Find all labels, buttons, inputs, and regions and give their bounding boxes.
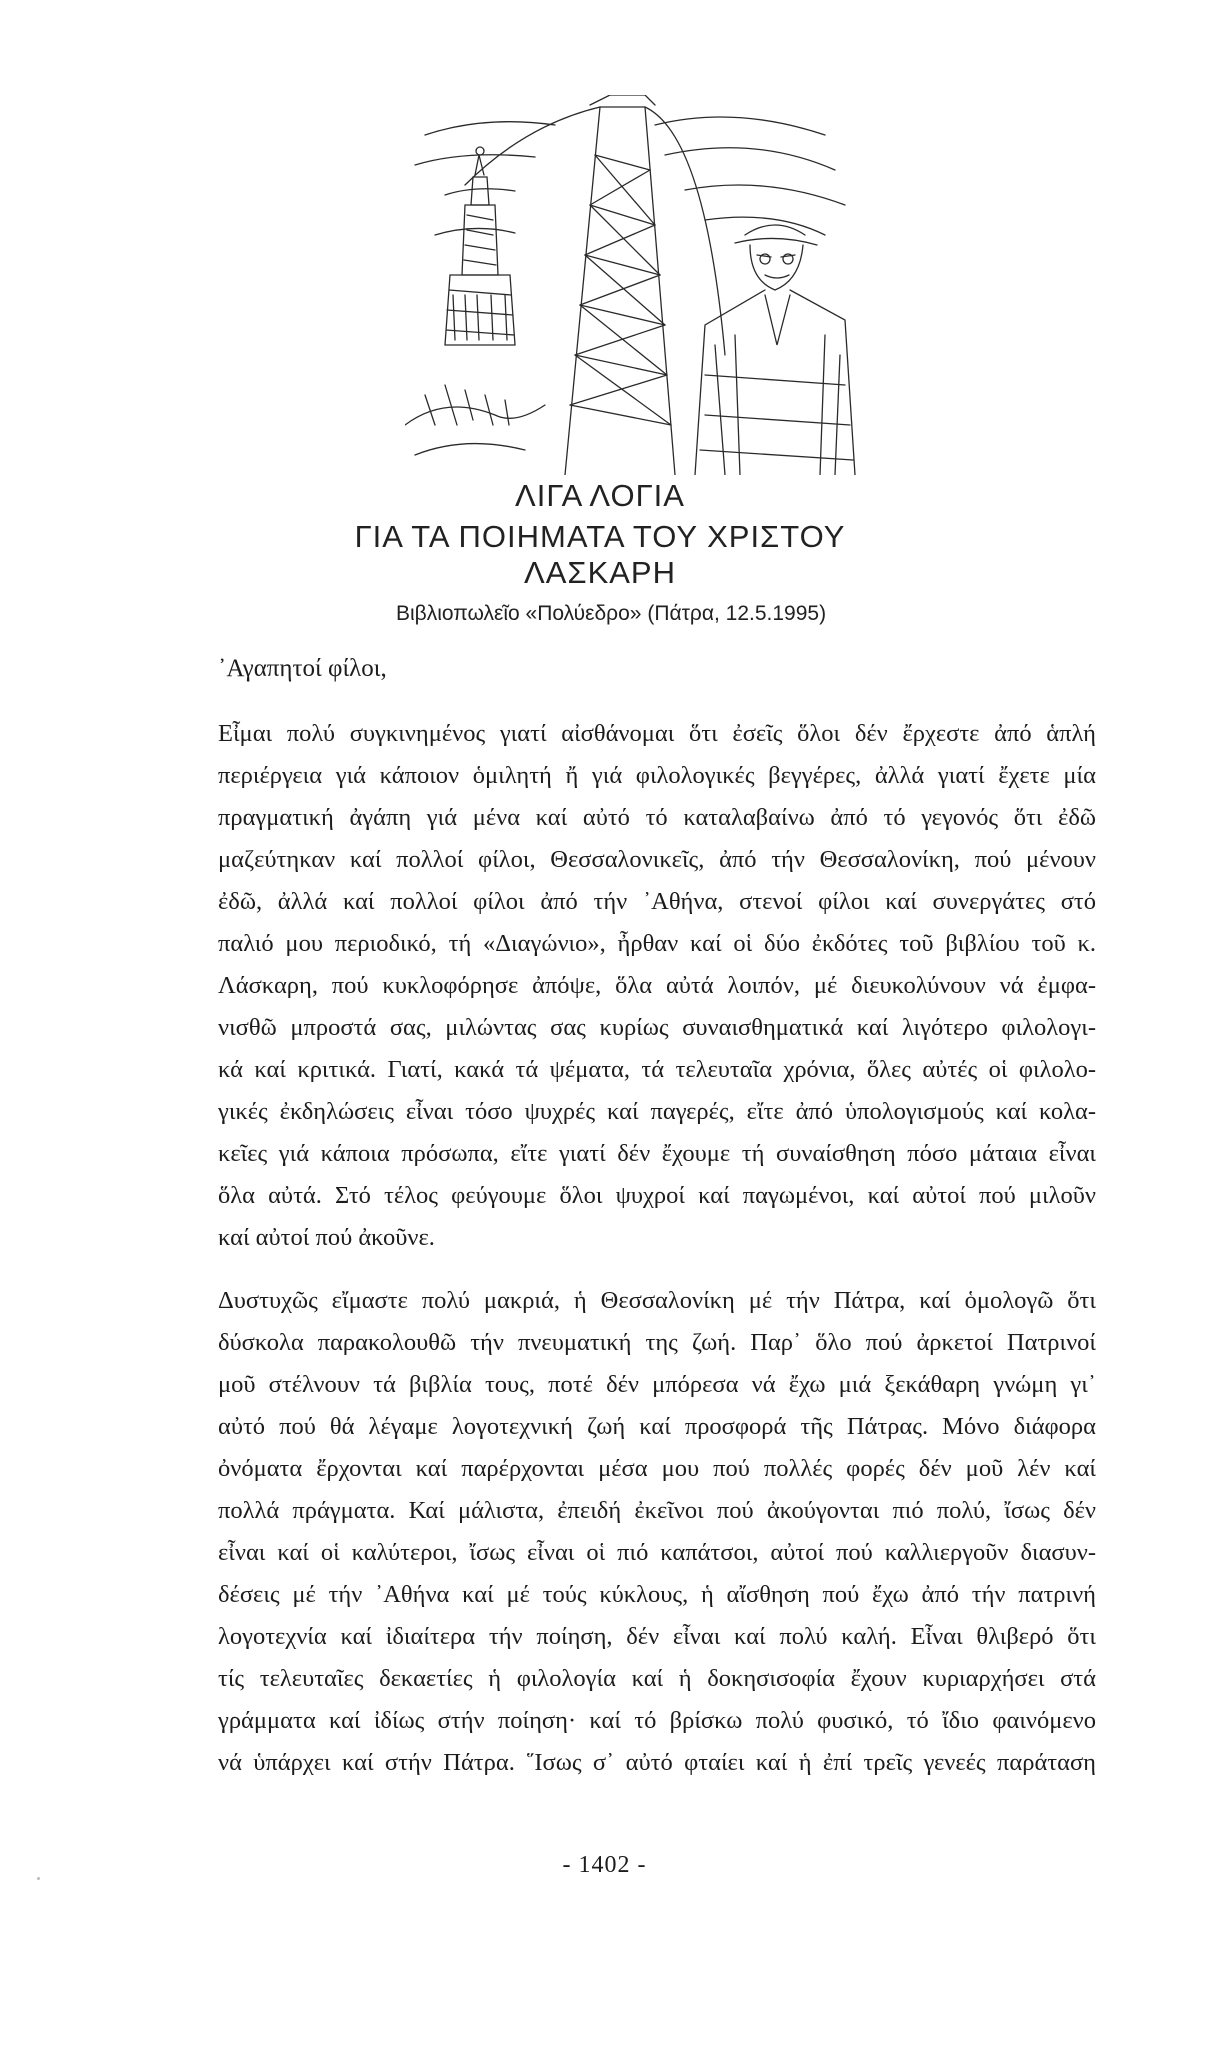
text-line: αὐτό πού θά λέγαμε λογοτεχνική ζωή καί προσφορά τῆς Πάτρας. Μόνο διάφορα xyxy=(218,1413,1096,1440)
text-line: τίς τελευταῖες δεκαετίες ἡ φιλολογία καί ἡ δοκησισοφία ἔχουν κυριαρχήσει στά xyxy=(218,1665,1096,1692)
page-title-line-1: ΛΙΓΑ ΛΟΓΙΑ xyxy=(515,478,685,513)
page-number: - 1402 - xyxy=(562,1852,647,1878)
text-line: ὅλα αὐτά. Στό τέλος φεύγουμε ὅλοι ψυχροί καί παγωμένοι, καί αὐτοί πού μιλοῦν xyxy=(218,1182,1096,1209)
text-line: δέσεις μέ τήν ᾽Αθήνα καί μέ τούς κύκλους, ἡ αἴσθηση πού ἔχω ἀπό τήν πατρινή xyxy=(218,1581,1096,1608)
text-line: καί αὐτοί πού ἀκοῦνε. xyxy=(218,1224,435,1251)
text-line: κά καί κριτικά. Γιατί, κακά τά ψέματα, τά τελευταῖα χρόνια, ὅλες αὐτές οἱ φιλολο- xyxy=(218,1056,1096,1083)
text-line: παλιό μου περιοδικό, τή «Διαγώνιο», ἦρθαν καί οἱ δύο ἐκδότες τοῦ βιβλίου τοῦ κ. xyxy=(218,930,1096,957)
text-line: λογοτεχνία καί ἰδιαίτερα τήν ποίηση, δέν εἶναι καί πολύ καλή. Εἶναι θλιβερό ὅτι xyxy=(218,1623,1096,1650)
scan-speck xyxy=(37,1877,40,1880)
sketch-illustration xyxy=(405,95,860,475)
text-line: περιέργεια γιά κάποιον ὁμιλητή ἤ γιά φιλολογικές βεγγέρες, ἀλλά γιατί ἔχετε μία xyxy=(218,762,1096,789)
page-title-line-2: ΓΙΑ ΤΑ ΠΟΙΗΜΑΤΑ ΤΟΥ ΧΡΙΣΤΟΥ ΛΑΣΚΑΡΗ xyxy=(354,519,846,590)
paragraph-2 xyxy=(218,1280,1096,1784)
monument xyxy=(445,147,515,345)
text-line: γράμματα καί ἰδίως στήν ποίηση· καί τό βρίσκω πολύ φυσικό, τό ἴδιο φαινόμενο xyxy=(218,1707,1096,1734)
greeting: ᾽Αγαπητοί φίλοι, xyxy=(218,655,387,682)
venue-dateline: Βιβλιοπωλεῖο «Πολύεδρο» (Πάτρα, 12.5.1995) xyxy=(396,602,827,625)
text-line: κεῖες γιά κάποια πρόσωπα, εἴτε γιατί δέν ἔχουμε τή συναίσθηση πόσο μάταια εἶναι xyxy=(218,1140,1096,1167)
text-line: ἐδῶ, ἀλλά καί πολλοί φίλοι ἀπό τήν ᾽Αθήνα, στενοί φίλοι καί συνεργάτες στό xyxy=(218,888,1096,915)
man-in-hat xyxy=(695,225,855,475)
text-line: νισθῶ μπροστά σας, μιλώντας σας κυρίως συναισθηματικά καί λιγότερο φιλολογι- xyxy=(218,1014,1096,1041)
text-line: εἶναι καί οἱ καλύτεροι, ἴσως εἶναι οἱ πιό καπάτσοι, αὐτοί πού καλλιεργοῦν διασυν- xyxy=(218,1539,1096,1566)
paragraph-1 xyxy=(218,713,1096,1259)
text-line: Λάσκαρη, πού κυκλοφόρησε ἀπόψε, ὅλα αὐτά λοιπόν, μέ διευκολύνουν νά ἐμφα- xyxy=(218,972,1096,999)
text-line: πραγματική ἀγάπη γιά μένα καί αὐτό τό καταλαβαίνω ἀπό τό γεγονός ὅτι ἐδῶ xyxy=(218,804,1096,831)
text-line: Δυστυχῶς εἴμαστε πολύ μακριά, ἡ Θεσσαλονίκη μέ τήν Πάτρα, καί ὁμολογῶ ὅτι xyxy=(218,1287,1096,1314)
text-line: νά ὑπάρχει καί στήν Πάτρα. ῞Ισως σ᾽ αὐτό φταίει καί ἡ ἐπί τρεῖς γενεές παράταση xyxy=(218,1749,1096,1776)
text-line: πολλά πράγματα. Καί μάλιστα, ἐπειδή ἐκεῖνοι πού ἀκούγονται πιό πολύ, ἴσως δέν xyxy=(218,1497,1096,1524)
text-line: μοῦ στέλνουν τά βιβλία τους, ποτέ δέν μπόρεσα νά ἔχω μιά ξεκάθαρη γνώμη γι᾽ xyxy=(218,1371,1096,1398)
text-line: Εἶμαι πολύ συγκινημένος γιατί αἰσθάνομαι ὅτι ἐσεῖς ὅλοι δέν ἔρχεστε ἀπό ἁπλή xyxy=(218,720,1096,747)
text-line: δύσκολα παρακολουθῶ τήν πνευματική της ζωή. Παρ᾽ ὅλο πού ἀρκετοί Πατρινοί xyxy=(218,1329,1096,1356)
text-line: γικές ἐκδηλώσεις εἶναι τόσο ψυχρές καί παγερές, εἴτε ἀπό ὑπολογισμούς καί κολα- xyxy=(218,1098,1096,1125)
text-line: μαζεύτηκαν καί πολλοί φίλοι, Θεσσαλονικεῖς, ἀπό τήν Θεσσαλονίκη, πού μένουν xyxy=(218,846,1096,873)
text-line: ὀνόματα ἔρχονται καί παρέρχονται μέσα μου πού πολλές φορές δέν μοῦ λέν καί xyxy=(218,1455,1096,1482)
